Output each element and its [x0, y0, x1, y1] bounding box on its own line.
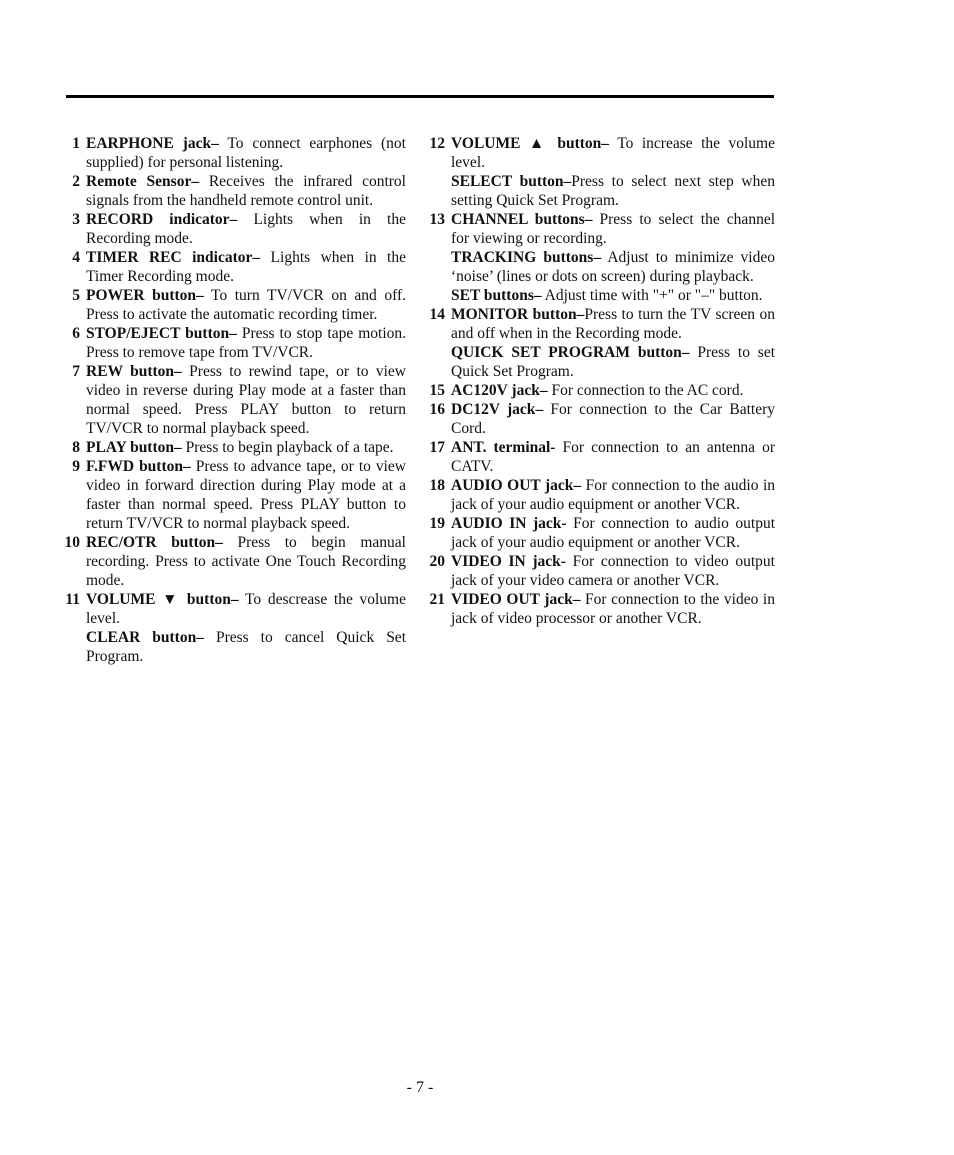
item-term: SET buttons–: [451, 287, 542, 304]
left-column: [60, 134, 406, 666]
top-rule: [66, 95, 774, 98]
item-description: For connection to an antenna or CATV.: [451, 439, 775, 475]
item-description: For connection to audio output jack of your audio equipment or another VCR.: [451, 515, 776, 551]
item-term: ANT. terminal-: [451, 439, 556, 456]
item-number: 18: [429, 477, 445, 494]
item-description: Press to set Quick Set Program.: [451, 344, 775, 380]
item-term: QUICK SET PROGRAM button–: [451, 344, 690, 361]
item-term: PLAY button–: [86, 439, 182, 456]
item-description: Lights when in the Recording mode.: [86, 211, 406, 247]
item-term: CLEAR button–: [86, 629, 204, 646]
list-subitem: [425, 172, 775, 210]
item-term: AUDIO OUT jack–: [451, 477, 582, 494]
item-description: For connection to the video in jack of video processor or another VCR.: [451, 591, 775, 627]
list-item: [60, 286, 406, 324]
item-term: CHANNEL buttons–: [451, 211, 593, 228]
item-description: To descrease the volume level.: [86, 591, 406, 627]
list-item: [60, 533, 406, 590]
item-term: AC120V jack–: [451, 382, 548, 399]
item-number: 17: [429, 439, 445, 456]
item-number: 2: [72, 173, 80, 190]
list-item: [425, 134, 775, 172]
item-number: 1: [72, 135, 80, 152]
item-term: DC12V jack–: [451, 401, 544, 418]
item-term: VIDEO OUT jack–: [451, 591, 581, 608]
item-description: To turn TV/VCR on and off. Press to activate the automatic recording timer.: [86, 287, 406, 323]
item-number: 4: [72, 249, 80, 266]
right-column: [425, 134, 775, 628]
item-number: 12: [429, 135, 445, 152]
list-item: [60, 248, 406, 286]
item-description: Press to begin manual recording. Press to activate One Touch Recording mode.: [86, 534, 406, 589]
item-description: Press to select the channel for viewing or recording.: [451, 211, 776, 247]
item-description: Receives the infrared control signals from the handheld remote control unit.: [86, 173, 406, 209]
item-description: For connection to the audio in jack of your audio equipment or another VCR.: [451, 477, 775, 513]
list-item: [60, 362, 406, 438]
list-item: [425, 438, 775, 476]
item-number: 6: [72, 325, 80, 342]
item-term: EARPHONE jack–: [86, 135, 219, 152]
item-description: Adjust to minimize video ‘noise’ (lines or dots on screen) during playback.: [451, 249, 775, 285]
item-number: 19: [429, 515, 445, 532]
item-term: TRACKING buttons–: [451, 249, 602, 266]
item-term: SELECT button–: [451, 173, 572, 190]
item-term: F.FWD button–: [86, 458, 191, 475]
item-term: RECORD indicator–: [86, 211, 238, 228]
item-term: MONITOR button–: [451, 306, 585, 323]
item-number: 15: [429, 382, 445, 399]
item-number: 10: [64, 534, 80, 551]
list-item: [60, 324, 406, 362]
page-number: - 7 -: [406, 1079, 434, 1096]
list-item: [425, 381, 775, 400]
item-description: For connection to the AC cord.: [547, 382, 744, 399]
item-number: 14: [429, 306, 445, 323]
list-item: [60, 210, 406, 248]
item-number: 7: [72, 363, 80, 380]
list-item: [425, 400, 775, 438]
item-description: Press to stop tape motion. Press to remove tape from TV/VCR.: [86, 325, 406, 361]
item-description: Press to select next step when setting Quick Set Program.: [451, 173, 775, 209]
item-number: 11: [65, 591, 80, 608]
item-number: 13: [429, 211, 445, 228]
item-number: 5: [72, 287, 80, 304]
list-subitem: [425, 248, 775, 286]
item-term: VIDEO IN jack-: [451, 553, 566, 570]
item-term: VOLUME ▼ button–: [86, 591, 239, 608]
item-number: 3: [72, 211, 80, 228]
list-item: [425, 476, 775, 514]
list-subitem: [425, 286, 775, 305]
list-item: [60, 172, 406, 210]
list-item: [425, 514, 775, 552]
item-term: AUDIO IN jack-: [451, 515, 567, 532]
list-item: [425, 590, 775, 628]
list-subitem: [60, 628, 406, 666]
item-term: TIMER REC indicator–: [86, 249, 261, 266]
list-item: [425, 305, 775, 343]
item-term: REC/OTR button–: [86, 534, 223, 551]
item-description: Press to advance tape, or to view video in forward direction during Play mode at a faster than normal speed. Press PLAY button to return TV/VCR to normal playback speed.: [86, 458, 406, 532]
item-term: REW button–: [86, 363, 182, 380]
list-item: [425, 552, 775, 590]
item-description: Adjust time with "+" or "–" button.: [541, 287, 763, 304]
item-description: For connection to the Car Battery Cord.: [451, 401, 776, 437]
item-number: 20: [429, 553, 445, 570]
item-description: To connect earphones (not supplied) for personal listening.: [86, 135, 406, 171]
item-number: 16: [429, 401, 445, 418]
item-description: Press to rewind tape, or to view video in reverse during Play mode at a faster than normal speed. Press PLAY button to return TV/VCR to normal playback speed.: [86, 363, 406, 437]
item-number: 8: [72, 439, 80, 456]
item-description: Press to begin playback of a tape.: [181, 439, 394, 456]
list-item: [60, 438, 406, 457]
item-description: To increase the volume level.: [451, 135, 775, 171]
item-description: Press to turn the TV screen on and off when in the Recording mode.: [451, 306, 776, 342]
item-term: VOLUME ▲ button–: [451, 135, 610, 152]
list-item: [60, 590, 406, 628]
item-term: POWER button–: [86, 287, 204, 304]
item-term: Remote Sensor–: [86, 173, 200, 190]
list-item: [60, 134, 406, 172]
list-subitem: [425, 343, 775, 381]
item-description: Press to cancel Quick Set Program.: [86, 629, 406, 665]
item-number: 9: [72, 458, 80, 475]
list-item: [425, 210, 775, 248]
item-description: For connection to video output jack of your video camera or another VCR.: [451, 553, 775, 589]
list-item: [60, 457, 406, 533]
item-number: 21: [429, 591, 445, 608]
item-description: Lights when in the Timer Recording mode.: [86, 249, 406, 285]
item-term: STOP/EJECT button–: [86, 325, 237, 342]
